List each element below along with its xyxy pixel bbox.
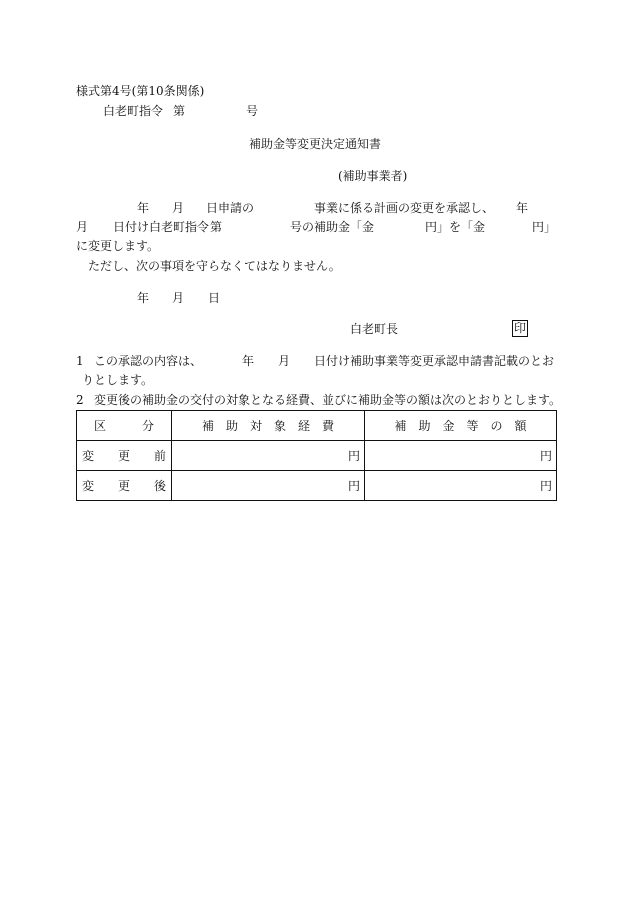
row-after-cost: 円	[172, 471, 365, 501]
body-l1-nen2: 年	[516, 201, 529, 215]
body-l1-jigyo: 事業に係る計画の変更を承認し、	[314, 201, 495, 215]
header-category: 区 分	[77, 411, 172, 441]
issuer: 白老町長	[350, 322, 399, 336]
header-subsidy-amount: 補 助 金 等 の 額	[365, 411, 557, 441]
ref-go: 号	[246, 104, 259, 118]
body-l3: に変更します。	[76, 239, 160, 253]
body-l1-hi-shinsei: 日申請の	[206, 201, 255, 215]
body-proviso: ただし、次の事項を守らなくてはなりません。	[88, 259, 341, 273]
item1-tsuki: 月	[278, 354, 291, 368]
body-l2-tsuki: 月	[76, 220, 89, 234]
item2-text: 変更後の補助金の交付の対象となる経費、並びに補助金等の額は次のとおりとします。	[94, 393, 562, 407]
item1-nen: 年	[242, 354, 255, 368]
document-title: 補助金等変更決定通知書	[249, 137, 382, 151]
addressee: (補助事業者)	[338, 169, 408, 183]
body-l1-tsuki: 月	[172, 201, 185, 215]
item2-num: 2	[76, 393, 84, 407]
date-hi: 日	[208, 291, 221, 305]
table-header-row	[77, 411, 557, 441]
ref-dai: 第	[173, 104, 186, 118]
table-row	[77, 441, 557, 471]
seal-mark: 印	[513, 321, 526, 335]
form-id: 様式第4号(第10条関係)	[76, 84, 205, 98]
body-l2-dai: 第	[210, 220, 223, 234]
item1-text-b: 日付け補助事業等変更承認申請書記載のとお	[314, 354, 555, 368]
row-before-label: 変 更 前	[77, 441, 172, 471]
ref-prefix: 白老町指令	[103, 104, 164, 118]
item1-text-a: この承認の内容は、	[94, 354, 203, 368]
date-nen: 年	[137, 291, 150, 305]
body-l2-hizuke: 日付け白老町指令	[113, 220, 210, 234]
body-l2-en-close: 円」	[532, 220, 557, 234]
body-l1-nen: 年	[137, 201, 150, 215]
item1-text-c: りとします。	[82, 373, 154, 387]
body-l2-en-wo: 円」を「金	[425, 220, 486, 234]
table-row	[77, 471, 557, 501]
body-l2-go-hojokin: 号の補助金「金	[290, 220, 375, 234]
row-after-amount: 円	[365, 471, 557, 501]
subsidy-table	[76, 410, 557, 501]
item1-num: 1	[76, 354, 84, 368]
row-before-amount: 円	[365, 441, 557, 471]
header-eligible-cost: 補 助 対 象 経 費	[172, 411, 365, 441]
row-after-label: 変 更 後	[77, 471, 172, 501]
date-tsuki: 月	[172, 291, 185, 305]
row-before-cost: 円	[172, 441, 365, 471]
